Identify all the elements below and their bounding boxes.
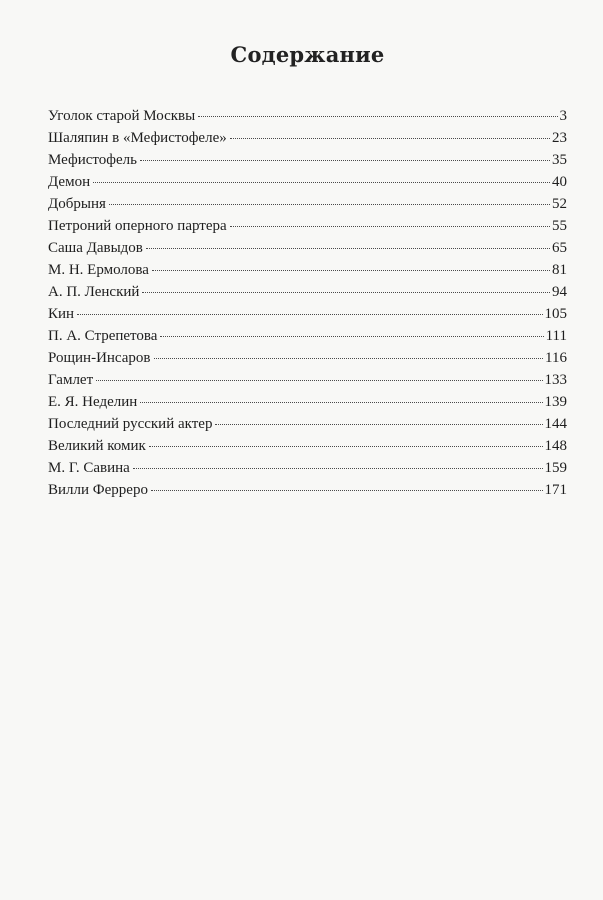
dot-leader bbox=[160, 335, 543, 337]
toc-entry-title: М. Г. Савина bbox=[48, 460, 130, 476]
toc-entry-title: Саша Давыдов bbox=[48, 240, 143, 256]
toc-entry-page: 105 bbox=[544, 306, 567, 322]
toc-entry-title: Кин bbox=[48, 306, 75, 322]
toc-entry-title: Демон bbox=[48, 174, 91, 190]
toc-entry-title: Вилли Ферреро bbox=[48, 482, 148, 498]
dot-leader bbox=[230, 225, 550, 227]
toc-entry-title: М. Н. Ермолова bbox=[48, 262, 149, 278]
toc-entry bbox=[48, 479, 567, 501]
toc-entry-title: Шаляпин в «Мефистофеле» bbox=[48, 130, 227, 146]
toc-entry bbox=[48, 127, 567, 149]
dot-leader bbox=[154, 357, 544, 359]
toc-entry bbox=[48, 215, 567, 237]
toc-entry-page: 35 bbox=[552, 152, 567, 168]
toc-entry-page: 23 bbox=[552, 130, 567, 146]
toc-entry-page: 55 bbox=[552, 218, 567, 234]
toc-entry bbox=[48, 105, 567, 127]
toc-entry-page: 40 bbox=[552, 174, 567, 190]
toc-entry bbox=[48, 281, 567, 303]
toc-entry-page: 3 bbox=[559, 108, 567, 124]
toc-entry-page: 144 bbox=[544, 416, 567, 432]
toc-entry-title: Уголок старой Москвы bbox=[48, 108, 196, 124]
dot-leader bbox=[96, 379, 542, 381]
dot-leader bbox=[149, 445, 543, 447]
dot-leader bbox=[77, 313, 542, 315]
toc-entry-page: 52 bbox=[552, 196, 567, 212]
toc-entry bbox=[48, 193, 567, 215]
toc-entry bbox=[48, 149, 567, 171]
toc-entry bbox=[48, 413, 567, 435]
toc-entry-title: Последний русский актер bbox=[48, 416, 213, 432]
toc-entry-title: Петроний оперного партера bbox=[48, 218, 227, 234]
toc-entry-page: 111 bbox=[545, 328, 567, 344]
toc-entry bbox=[48, 325, 567, 347]
toc-entry bbox=[48, 237, 567, 259]
toc-entry-title: Мефистофель bbox=[48, 152, 137, 168]
toc-entry-page: 81 bbox=[552, 262, 567, 278]
dot-leader bbox=[142, 291, 550, 293]
toc-entry-title: Рощин-Инсаров bbox=[48, 350, 151, 366]
toc-entry-page: 116 bbox=[545, 350, 567, 366]
toc-entry-title: Великий комик bbox=[48, 438, 146, 454]
dot-leader bbox=[140, 401, 542, 403]
dot-leader bbox=[93, 181, 550, 183]
toc-entry-page: 139 bbox=[544, 394, 567, 410]
toc-entry bbox=[48, 259, 567, 281]
toc-entry-page: 171 bbox=[544, 482, 567, 498]
toc-entry-page: 159 bbox=[544, 460, 567, 476]
toc-entry-title: Гамлет bbox=[48, 372, 94, 388]
toc-entry-page: 65 bbox=[552, 240, 567, 256]
toc-entry-page: 94 bbox=[552, 284, 567, 300]
dot-leader bbox=[146, 247, 550, 249]
dot-leader bbox=[198, 115, 557, 117]
page-title: Содержание bbox=[230, 42, 385, 67]
toc-entry-page: 148 bbox=[544, 438, 567, 454]
dot-leader bbox=[215, 423, 542, 425]
toc-entry-title: Добрыня bbox=[48, 196, 106, 212]
toc-entry-page: 133 bbox=[544, 372, 567, 388]
dot-leader bbox=[151, 489, 543, 491]
toc-entry bbox=[48, 171, 567, 193]
dot-leader bbox=[152, 269, 550, 271]
toc-entry bbox=[48, 303, 567, 325]
dot-leader bbox=[230, 137, 550, 139]
dot-leader bbox=[140, 159, 550, 161]
dot-leader bbox=[109, 203, 550, 205]
toc-entry bbox=[48, 347, 567, 369]
toc-entry-title: А. П. Ленский bbox=[48, 284, 140, 300]
toc-entry bbox=[48, 435, 567, 457]
toc-entry-title: П. А. Стрепетова bbox=[48, 328, 158, 344]
toc-entry bbox=[48, 457, 567, 479]
toc-entry-title: Е. Я. Неделин bbox=[48, 394, 138, 410]
toc-entry bbox=[48, 369, 567, 391]
dot-leader bbox=[133, 467, 543, 469]
table-of-contents bbox=[48, 105, 567, 501]
toc-entry bbox=[48, 391, 567, 413]
